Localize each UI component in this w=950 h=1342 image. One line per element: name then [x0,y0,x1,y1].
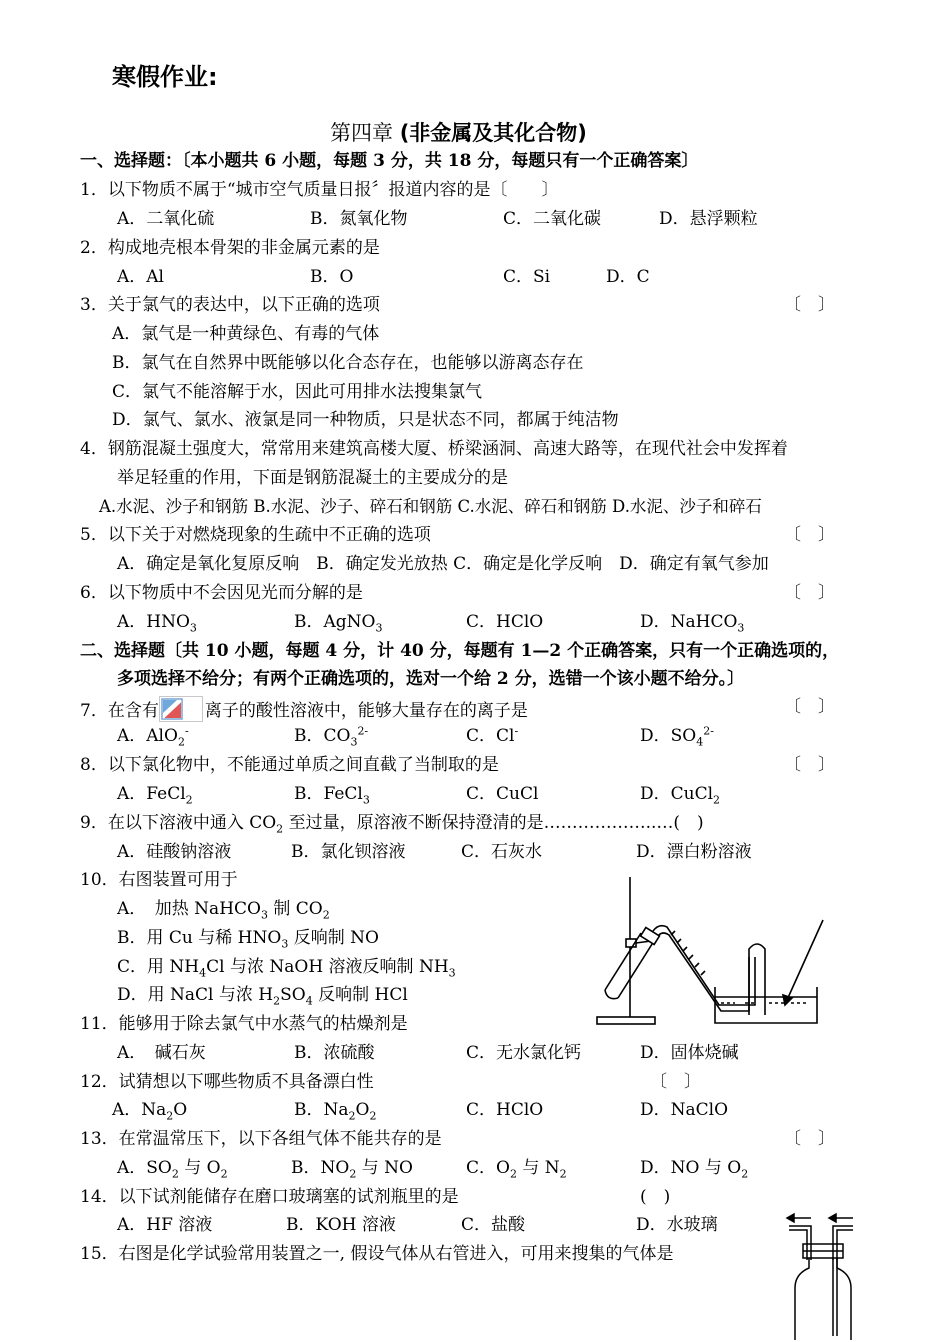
q12-option-a: A．$Na_2O$ [112,1100,188,1123]
q13-option-b: B．$NO_2$ 与 NO [291,1158,413,1181]
q14-option-c: C．盐酸 [461,1215,526,1235]
q8-option-c: C．CuCl [466,784,539,804]
q3-option-d: D．氯气、氯水、液氯是同一种物质，只是状态不同，都属于纯洁物 [112,410,619,430]
q7-answer-bracket: 〔 〕 [784,697,835,717]
q2-option-a: A．Al [117,267,164,287]
q9-option-c: C．石灰水 [461,842,543,862]
q9-option-a: A．硅酸钠溶液 [117,842,232,862]
q8-stem: 8．以下氯化物中，不能通过单质之间直截了当制取的是 [80,755,499,775]
q8-option-d: D．CuCl$_2$ [640,784,721,807]
q3-answer-bracket: 〔 〕 [784,295,835,315]
q10-option-a: A． 加热 NaHCO$_3$ 制 $CO_2$ [117,899,330,922]
q12-option-d: D．NaClO [640,1100,729,1120]
q10-option-b: B．用 Cu 与稀 $HNO_3$ 反响制 NO [117,928,379,951]
q7-stem: 7．在含有 离子的酸性溶液中，能够大量存在的离子是 [80,696,528,722]
gas-generation-apparatus [585,875,830,1030]
q3-option-c: C．氯气不能溶解于水，因此可用排水法搜集氯气 [112,382,483,402]
q1-stem: 1．以下物质不属于“城市空气质量日报〞报道内容的是〔 〕 [80,180,559,200]
q8-answer-bracket: 〔 〕 [784,755,835,775]
q6-option-d: D．NaHCO$_3$ [640,612,745,635]
q10-option-c: C．用 $NH_4Cl$ 与浓 NaOH 溶液反响制 $NH_3$ [117,957,456,980]
q6-option-c: C．HClO [466,612,544,632]
q2-option-b: B．O [310,267,354,287]
q15-stem: 15．右图是化学试验常用装置之一, 假设气体从右管进入，可用来搜集的气体是 [80,1244,674,1264]
broken-image-icon [159,696,203,722]
chapter-heading [330,120,587,146]
q3-stem: 3．关于氯气的表达中，以下正确的选项 [80,295,380,315]
q14-answer-bracket: ( ) [640,1187,671,1207]
q3-option-b: B．氯气在自然界中既能够以化合态存在，也能够以游离态存在 [112,353,584,373]
q8-option-a: A．FeCl$_2$ [117,784,193,807]
section2-heading-line2: 多项选择不给分；有两个正确选项的，选对一个给 2 分，选错一个该小题不给分。〕 [117,669,745,689]
q7-option-c: C．Cl- [466,724,519,746]
q6-option-a: A．$HNO_3$ [117,612,197,635]
q2-option-c: C．Si [503,267,551,287]
q7-option-a: A．AlO$_2$- [117,724,189,749]
q9-option-d: D．漂白粉溶液 [636,842,752,862]
q5-answer-bracket: 〔 〕 [784,525,835,545]
q13-option-a: A．$SO_2$ 与 $O_2$ [117,1158,228,1181]
section1-heading: 一、选择题：〔本小题共 6 小题，每题 3 分，共 18 分，每题只有一个正确答案〕 [80,151,699,171]
q2-option-d: D．C [606,267,650,287]
q14-option-a: A．HF 溶液 [117,1215,213,1235]
q12-stem: 12．试猜想以下哪些物质不具备漂白性 [80,1072,374,1092]
q12-option-c: C．HClO [466,1100,544,1120]
q7-option-b: B．$CO_3^{2-}$ [294,724,369,749]
gas-collection-bottle [785,1208,865,1340]
q13-option-d: D．NO 与 $O_2$ [640,1158,749,1181]
homework-title: 寒假作业: [112,63,218,91]
chapter-number: 第四章 [330,121,400,145]
q14-option-b: B．KOH 溶液 [286,1215,396,1235]
q7-option-d: D．$SO_4^{2-}$ [640,724,714,749]
q5-stem: 5．以下关于对燃烧现象的生疏中不正确的选项 [80,525,431,545]
q9-stem: 9．在以下溶液中通入 $CO_2$ 至过量，原溶液不断保持澄清的是………………..…( ) [80,813,704,836]
chapter-title: (非金属及其化合物) [399,121,587,145]
q13-stem: 13．在常温常压下，以下各组气体不能共存的是 [80,1129,442,1149]
q1-option-d: D．悬浮颗粒 [659,209,758,229]
section2-heading-line1: 二、选择题〔共 10 小题，每题 4 分，计 40 分，每题有 1—2 个正确答案，只有一个正确选项的， [80,641,840,661]
q10-stem: 10．右图装置可用于 [80,870,238,890]
q2-stem: 2．构成地壳根本骨架的非金属元素的是 [80,238,380,258]
q11-option-c: C．无水氯化钙 [466,1043,582,1063]
q6-answer-bracket: 〔 〕 [784,583,835,603]
q4-stem-line2: 举足轻重的作用，下面是钢筋混凝土的主要成分的是 [117,468,508,488]
q5-options: A．确定是氧化复原反响 B．确定发光放热 C．确定是化学反响 D．确定有氧气参加 [117,554,769,574]
q3-option-a: A．氯气是一种黄绿色、有毒的气体 [112,324,380,344]
q6-option-b: B．AgNO$_3$ [294,612,383,635]
q1-option-a: A．二氧化硫 [117,209,215,229]
q14-option-d: D．水玻璃 [636,1215,718,1235]
q12-answer-bracket: 〔 〕 [650,1072,701,1092]
q14-stem: 14．以下试剂能储存在磨口玻璃塞的试剂瓶里的是 [80,1187,459,1207]
q11-option-a: A． 碱石灰 [117,1043,206,1063]
q10-option-d: D．用 NaCl 与浓 $H_2SO_4$ 反响制 HCl [117,985,408,1008]
q1-option-c: C．二氧化碳 [503,209,602,229]
q4-options: A.水泥、沙子和钢筋 B.水泥、沙子、碎石和钢筋 C.水泥、碎石和钢筋 D.水泥、沙子和碎石 [99,497,762,516]
q1-option-b: B．氮氧化物 [310,209,408,229]
q13-option-c: C．$O_2$ 与 $N_2$ [466,1158,567,1181]
q11-stem: 11．能够用于除去氯气中水蒸气的枯燥剂是 [80,1014,408,1034]
q11-option-b: B．浓硫酸 [294,1043,375,1063]
q12-option-b: B．$Na_2O_2$ [294,1100,377,1123]
q13-answer-bracket: 〔 〕 [784,1129,835,1149]
q6-stem: 6．以下物质中不会因见光而分解的是 [80,583,363,603]
q9-option-b: B．氯化钡溶液 [291,842,406,862]
q4-stem-line1: 4．钢筋混凝土强度大，常常用来建筑高楼大厦、桥梁涵洞、高速大路等，在现代社会中发挥着 [80,439,788,459]
q11-option-d: D．固体烧碱 [640,1043,739,1063]
q8-option-b: B．FeCl$_3$ [294,784,370,807]
